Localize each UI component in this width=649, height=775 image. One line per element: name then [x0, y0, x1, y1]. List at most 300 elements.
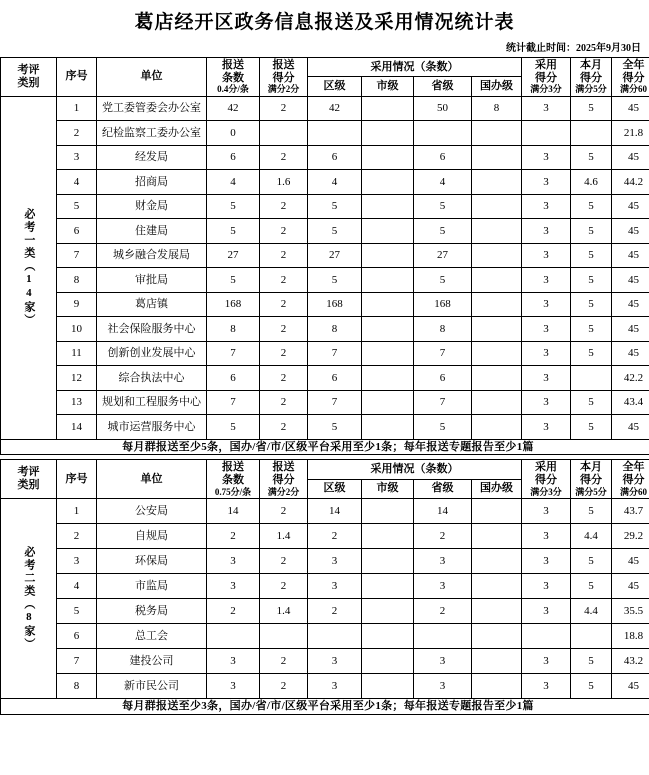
cell-guoban [472, 598, 522, 623]
cell-submit-score: 2 [260, 243, 308, 268]
cell-adopt-score: 3 [522, 145, 571, 170]
cell-unit: 建投公司 [97, 648, 207, 673]
cell-submit-score [260, 623, 308, 648]
cell-shi [362, 523, 414, 548]
category-label-section1: 必考一类（14家） [1, 96, 57, 439]
cell-seq: 5 [57, 598, 97, 623]
cell-shi [362, 317, 414, 342]
header-seq: 序号 [57, 58, 97, 97]
cell-submit-count: 2 [207, 598, 260, 623]
cell-month-score: 5 [571, 317, 612, 342]
header-adopt-score: 采用 得分 满分3分 [522, 58, 571, 97]
page-title: 葛店经开区政务信息报送及采用情况统计表 [134, 12, 515, 33]
cell-qu: 4 [308, 170, 362, 195]
cell-month-score: 5 [571, 390, 612, 415]
cell-adopt-score [522, 623, 571, 648]
cell-guoban [472, 292, 522, 317]
cell-qu: 5 [308, 194, 362, 219]
cell-month-score: 5 [571, 573, 612, 598]
cell-year-score: 18.8 [612, 623, 649, 648]
cell-guoban [472, 390, 522, 415]
cell-submit-count: 3 [207, 673, 260, 698]
cell-submit-score: 2 [260, 268, 308, 293]
cell-seq: 5 [57, 194, 97, 219]
cell-seq: 12 [57, 366, 97, 391]
cell-year-score: 45 [612, 96, 649, 121]
section2-note: 每月群报送至少3条，国办/省/市/区级平台采用至少1条；每年报送专题报告至少1篇 [1, 698, 649, 714]
cell-unit: 党工委管委会办公室 [97, 96, 207, 121]
cell-sheng: 5 [414, 415, 472, 440]
cell-year-score: 45 [612, 341, 649, 366]
cell-submit-score: 2 [260, 292, 308, 317]
cell-submit-count: 7 [207, 390, 260, 415]
cell-sheng: 27 [414, 243, 472, 268]
cell-qu: 8 [308, 317, 362, 342]
cell-year-score: 29.2 [612, 523, 649, 548]
cell-sheng [414, 623, 472, 648]
cell-month-score: 5 [571, 415, 612, 440]
cell-shi [362, 673, 414, 698]
cell-sheng: 5 [414, 268, 472, 293]
cell-submit-count: 8 [207, 317, 260, 342]
cell-unit: 社会保险服务中心 [97, 317, 207, 342]
cell-submit-count: 4 [207, 170, 260, 195]
cell-seq: 14 [57, 415, 97, 440]
table-row [1, 415, 649, 440]
header-adopt-score-2: 采用 得分 满分3分 [522, 460, 571, 499]
cell-seq: 8 [57, 673, 97, 698]
cell-adopt-score: 3 [522, 673, 571, 698]
cell-sheng: 4 [414, 170, 472, 195]
cell-sheng: 3 [414, 548, 472, 573]
cell-shi [362, 219, 414, 244]
cell-sheng: 6 [414, 145, 472, 170]
cell-sheng: 8 [414, 317, 472, 342]
cell-adopt-score: 3 [522, 548, 571, 573]
cell-unit: 税务局 [97, 598, 207, 623]
header-adopt-group: 采用情况（条数） [308, 58, 522, 77]
header-category-2: 考评 类别 [1, 460, 57, 499]
cell-unit: 葛店镇 [97, 292, 207, 317]
cell-shi [362, 598, 414, 623]
cell-submit-count: 0 [207, 121, 260, 146]
cell-adopt-score: 3 [522, 243, 571, 268]
cell-guoban [472, 366, 522, 391]
cell-month-score: 5 [571, 194, 612, 219]
cell-shi [362, 268, 414, 293]
header-seq-2: 序号 [57, 460, 97, 499]
header-adopt-qu-2: 区级 [308, 479, 362, 498]
cell-year-score: 45 [612, 268, 649, 293]
cell-seq: 8 [57, 268, 97, 293]
cell-sheng: 50 [414, 96, 472, 121]
cell-guoban [472, 145, 522, 170]
cell-shi [362, 341, 414, 366]
cell-qu: 2 [308, 598, 362, 623]
cell-sheng: 7 [414, 341, 472, 366]
table-row [1, 292, 649, 317]
table-row [1, 194, 649, 219]
header-adopt-shi-2: 市级 [362, 479, 414, 498]
cell-shi [362, 145, 414, 170]
cell-submit-count: 5 [207, 194, 260, 219]
cell-sheng [414, 121, 472, 146]
table-row [1, 498, 649, 523]
cell-qu: 5 [308, 415, 362, 440]
cell-month-score: 5 [571, 145, 612, 170]
table-row [1, 523, 649, 548]
cell-submit-count: 7 [207, 341, 260, 366]
header-adopt-shi: 市级 [362, 77, 414, 96]
cell-month-score: 4.4 [571, 523, 612, 548]
table-row [1, 548, 649, 573]
cell-month-score: 5 [571, 548, 612, 573]
table-row [1, 673, 649, 698]
cell-month-score: 5 [571, 498, 612, 523]
cell-year-score: 45 [612, 573, 649, 598]
table-row [1, 219, 649, 244]
header-submit-count: 报送 条数 0.4分/条 [207, 58, 260, 97]
cell-seq: 7 [57, 243, 97, 268]
cell-submit-score: 2 [260, 390, 308, 415]
cell-qu: 7 [308, 390, 362, 415]
cell-unit: 综合执法中心 [97, 366, 207, 391]
cell-qu: 3 [308, 673, 362, 698]
cell-guoban [472, 623, 522, 648]
cell-adopt-score: 3 [522, 219, 571, 244]
cell-seq: 3 [57, 145, 97, 170]
cell-submit-count: 42 [207, 96, 260, 121]
cell-qu: 5 [308, 268, 362, 293]
cell-seq: 9 [57, 292, 97, 317]
cell-unit: 自规局 [97, 523, 207, 548]
cell-submit-score: 1.4 [260, 598, 308, 623]
cell-sheng: 5 [414, 219, 472, 244]
cell-adopt-score: 3 [522, 648, 571, 673]
cell-submit-count: 5 [207, 415, 260, 440]
cell-guoban [472, 317, 522, 342]
table-row [1, 121, 649, 146]
cell-qu: 42 [308, 96, 362, 121]
cell-sheng: 3 [414, 648, 472, 673]
cell-seq: 2 [57, 121, 97, 146]
cell-adopt-score: 3 [522, 415, 571, 440]
cell-month-score: 5 [571, 673, 612, 698]
header-month-score-2: 本月 得分 满分5分 [571, 460, 612, 499]
cell-seq: 7 [57, 648, 97, 673]
cell-month-score [571, 623, 612, 648]
cell-month-score: 5 [571, 268, 612, 293]
cell-seq: 4 [57, 573, 97, 598]
cell-qu: 6 [308, 145, 362, 170]
cell-adopt-score: 3 [522, 170, 571, 195]
cell-seq: 10 [57, 317, 97, 342]
cell-guoban [472, 673, 522, 698]
header-row-top [1, 58, 649, 77]
cell-qu [308, 121, 362, 146]
cell-qu: 14 [308, 498, 362, 523]
cell-submit-score: 2 [260, 341, 308, 366]
cell-guoban [472, 573, 522, 598]
cell-submit-score: 2 [260, 366, 308, 391]
cell-submit-count: 3 [207, 573, 260, 598]
cell-shi [362, 390, 414, 415]
cell-month-score: 5 [571, 292, 612, 317]
cell-year-score: 45 [612, 415, 649, 440]
cell-year-score: 45 [612, 145, 649, 170]
cell-year-score: 43.4 [612, 390, 649, 415]
cell-submit-score: 2 [260, 673, 308, 698]
cell-unit: 新市民公司 [97, 673, 207, 698]
cell-sheng: 2 [414, 523, 472, 548]
cell-qu: 7 [308, 341, 362, 366]
cell-shi [362, 573, 414, 598]
cell-guoban [472, 170, 522, 195]
table-row [1, 623, 649, 648]
cell-submit-count: 5 [207, 268, 260, 293]
header-adopt-sheng: 省级 [414, 77, 472, 96]
cell-unit: 纪检监察工委办公室 [97, 121, 207, 146]
section1-note: 每月群报送至少5条，国办/省/市/区级平台采用至少1条；每年报送专题报告至少1篇 [1, 439, 649, 455]
cell-seq: 2 [57, 523, 97, 548]
cell-submit-count: 5 [207, 219, 260, 244]
cell-shi [362, 194, 414, 219]
table-section-2 [0, 459, 649, 714]
cell-adopt-score: 3 [522, 292, 571, 317]
cell-shi [362, 623, 414, 648]
cell-month-score: 5 [571, 341, 612, 366]
cell-guoban [472, 243, 522, 268]
cell-qu: 27 [308, 243, 362, 268]
cell-guoban [472, 498, 522, 523]
cell-seq: 6 [57, 623, 97, 648]
cell-adopt-score: 3 [522, 573, 571, 598]
cell-month-score: 5 [571, 648, 612, 673]
cell-guoban [472, 219, 522, 244]
cell-guoban [472, 648, 522, 673]
cell-sheng: 168 [414, 292, 472, 317]
table-row [1, 648, 649, 673]
cell-adopt-score: 3 [522, 317, 571, 342]
cell-shi [362, 96, 414, 121]
cell-year-score: 35.5 [612, 598, 649, 623]
cell-unit: 城乡融合发展局 [97, 243, 207, 268]
cell-submit-score: 2 [260, 648, 308, 673]
cell-guoban [472, 268, 522, 293]
cell-seq: 11 [57, 341, 97, 366]
cell-submit-count [207, 623, 260, 648]
cell-adopt-score: 3 [522, 390, 571, 415]
cell-seq: 1 [57, 498, 97, 523]
header-category: 考评 类别 [1, 58, 57, 97]
header-adopt-sheng-2: 省级 [414, 479, 472, 498]
cell-submit-count: 3 [207, 648, 260, 673]
cell-month-score: 4.6 [571, 170, 612, 195]
cell-qu: 3 [308, 548, 362, 573]
cell-year-score: 45 [612, 219, 649, 244]
cell-seq: 3 [57, 548, 97, 573]
cell-year-score: 42.2 [612, 366, 649, 391]
cell-qu: 6 [308, 366, 362, 391]
cell-unit: 创新创业发展中心 [97, 341, 207, 366]
cell-year-score: 45 [612, 194, 649, 219]
cell-unit: 财金局 [97, 194, 207, 219]
cell-qu [308, 623, 362, 648]
cell-month-score: 4.4 [571, 598, 612, 623]
cell-month-score: 5 [571, 219, 612, 244]
cell-adopt-score: 3 [522, 498, 571, 523]
cell-adopt-score: 3 [522, 366, 571, 391]
cell-guoban: 8 [472, 96, 522, 121]
header-submit-score-2: 报送 得分 满分2分 [260, 460, 308, 499]
cell-seq: 13 [57, 390, 97, 415]
cell-qu: 5 [308, 219, 362, 244]
cell-adopt-score: 3 [522, 341, 571, 366]
table-row [1, 268, 649, 293]
cell-submit-count: 3 [207, 548, 260, 573]
table-row [1, 390, 649, 415]
cell-guoban [472, 194, 522, 219]
cell-unit: 总工会 [97, 623, 207, 648]
cell-adopt-score: 3 [522, 268, 571, 293]
cell-guoban [472, 523, 522, 548]
cell-unit: 招商局 [97, 170, 207, 195]
cell-year-score: 45 [612, 243, 649, 268]
cell-sheng: 5 [414, 194, 472, 219]
cell-guoban [472, 548, 522, 573]
table-row [1, 366, 649, 391]
cell-year-score: 45 [612, 673, 649, 698]
cell-submit-count: 168 [207, 292, 260, 317]
cell-seq: 6 [57, 219, 97, 244]
cell-submit-score: 2 [260, 96, 308, 121]
table-row [1, 341, 649, 366]
cell-adopt-score [522, 121, 571, 146]
cell-submit-score: 2 [260, 498, 308, 523]
header-year-score: 全年 得分 满分60 [612, 58, 649, 97]
cell-adopt-score: 3 [522, 598, 571, 623]
cell-unit: 城市运营服务中心 [97, 415, 207, 440]
cell-unit: 公安局 [97, 498, 207, 523]
cell-year-score: 45 [612, 292, 649, 317]
cell-submit-score: 2 [260, 317, 308, 342]
cell-qu: 3 [308, 648, 362, 673]
table-section-1 [0, 57, 649, 455]
cell-year-score: 21.8 [612, 121, 649, 146]
cell-shi [362, 498, 414, 523]
cell-submit-score: 2 [260, 219, 308, 244]
cell-unit: 市监局 [97, 573, 207, 598]
table-row [1, 96, 649, 121]
table-row [1, 573, 649, 598]
cell-month-score [571, 366, 612, 391]
header-adopt-guoban: 国办级 [472, 77, 522, 96]
header-adopt-qu: 区级 [308, 77, 362, 96]
cell-seq: 1 [57, 96, 97, 121]
cell-submit-count: 6 [207, 366, 260, 391]
cell-sheng: 3 [414, 673, 472, 698]
cell-sheng: 3 [414, 573, 472, 598]
cell-sheng: 6 [414, 366, 472, 391]
cutoff-time-label: 统计截止时间：2025年9月30日 [506, 43, 641, 54]
cell-adopt-score: 3 [522, 523, 571, 548]
cell-shi [362, 415, 414, 440]
cell-submit-count: 14 [207, 498, 260, 523]
cell-year-score: 44.2 [612, 170, 649, 195]
cell-sheng: 2 [414, 598, 472, 623]
header-unit-2: 单位 [97, 460, 207, 499]
table-row [1, 598, 649, 623]
section1-note-row [1, 439, 649, 455]
section2-note-row [1, 698, 649, 714]
cell-qu: 2 [308, 523, 362, 548]
cell-guoban [472, 121, 522, 146]
cell-guoban [472, 415, 522, 440]
cell-submit-count: 2 [207, 523, 260, 548]
table-row [1, 145, 649, 170]
cell-shi [362, 366, 414, 391]
cell-year-score: 43.2 [612, 648, 649, 673]
cell-sheng: 7 [414, 390, 472, 415]
cell-unit: 环保局 [97, 548, 207, 573]
header-adopt-group-2: 采用情况（条数） [308, 460, 522, 479]
cell-shi [362, 170, 414, 195]
cell-unit: 规划和工程服务中心 [97, 390, 207, 415]
cell-year-score: 45 [612, 317, 649, 342]
cell-month-score: 5 [571, 96, 612, 121]
cell-shi [362, 243, 414, 268]
cell-guoban [472, 341, 522, 366]
cell-month-score [571, 121, 612, 146]
cell-qu: 168 [308, 292, 362, 317]
cell-unit: 住建局 [97, 219, 207, 244]
cell-submit-score: 2 [260, 573, 308, 598]
cell-sheng: 14 [414, 498, 472, 523]
cell-submit-score: 2 [260, 194, 308, 219]
cell-submit-score [260, 121, 308, 146]
cell-submit-count: 27 [207, 243, 260, 268]
header-unit: 单位 [97, 58, 207, 97]
cell-month-score: 5 [571, 243, 612, 268]
table-row [1, 243, 649, 268]
table-row [1, 170, 649, 195]
cell-shi [362, 292, 414, 317]
table-row [1, 317, 649, 342]
cell-shi [362, 121, 414, 146]
cell-adopt-score: 3 [522, 96, 571, 121]
cell-qu: 3 [308, 573, 362, 598]
header-month-score: 本月 得分 满分5分 [571, 58, 612, 97]
cell-year-score: 43.7 [612, 498, 649, 523]
header-adopt-guoban-2: 国办级 [472, 479, 522, 498]
cell-submit-count: 6 [207, 145, 260, 170]
header-submit-count-2: 报送 条数 0.75分/条 [207, 460, 260, 499]
cell-unit: 经发局 [97, 145, 207, 170]
cell-submit-score: 2 [260, 548, 308, 573]
category-label-section2: 必考二类（8家） [1, 498, 57, 698]
cell-seq: 4 [57, 170, 97, 195]
cell-shi [362, 548, 414, 573]
header-submit-score: 报送 得分 满分2分 [260, 58, 308, 97]
cell-submit-score: 2 [260, 145, 308, 170]
cell-shi [362, 648, 414, 673]
cell-year-score: 45 [612, 548, 649, 573]
header-row-top-2 [1, 460, 649, 479]
cell-submit-score: 2 [260, 415, 308, 440]
cell-submit-score: 1.4 [260, 523, 308, 548]
cell-submit-score: 1.6 [260, 170, 308, 195]
cell-unit: 审批局 [97, 268, 207, 293]
